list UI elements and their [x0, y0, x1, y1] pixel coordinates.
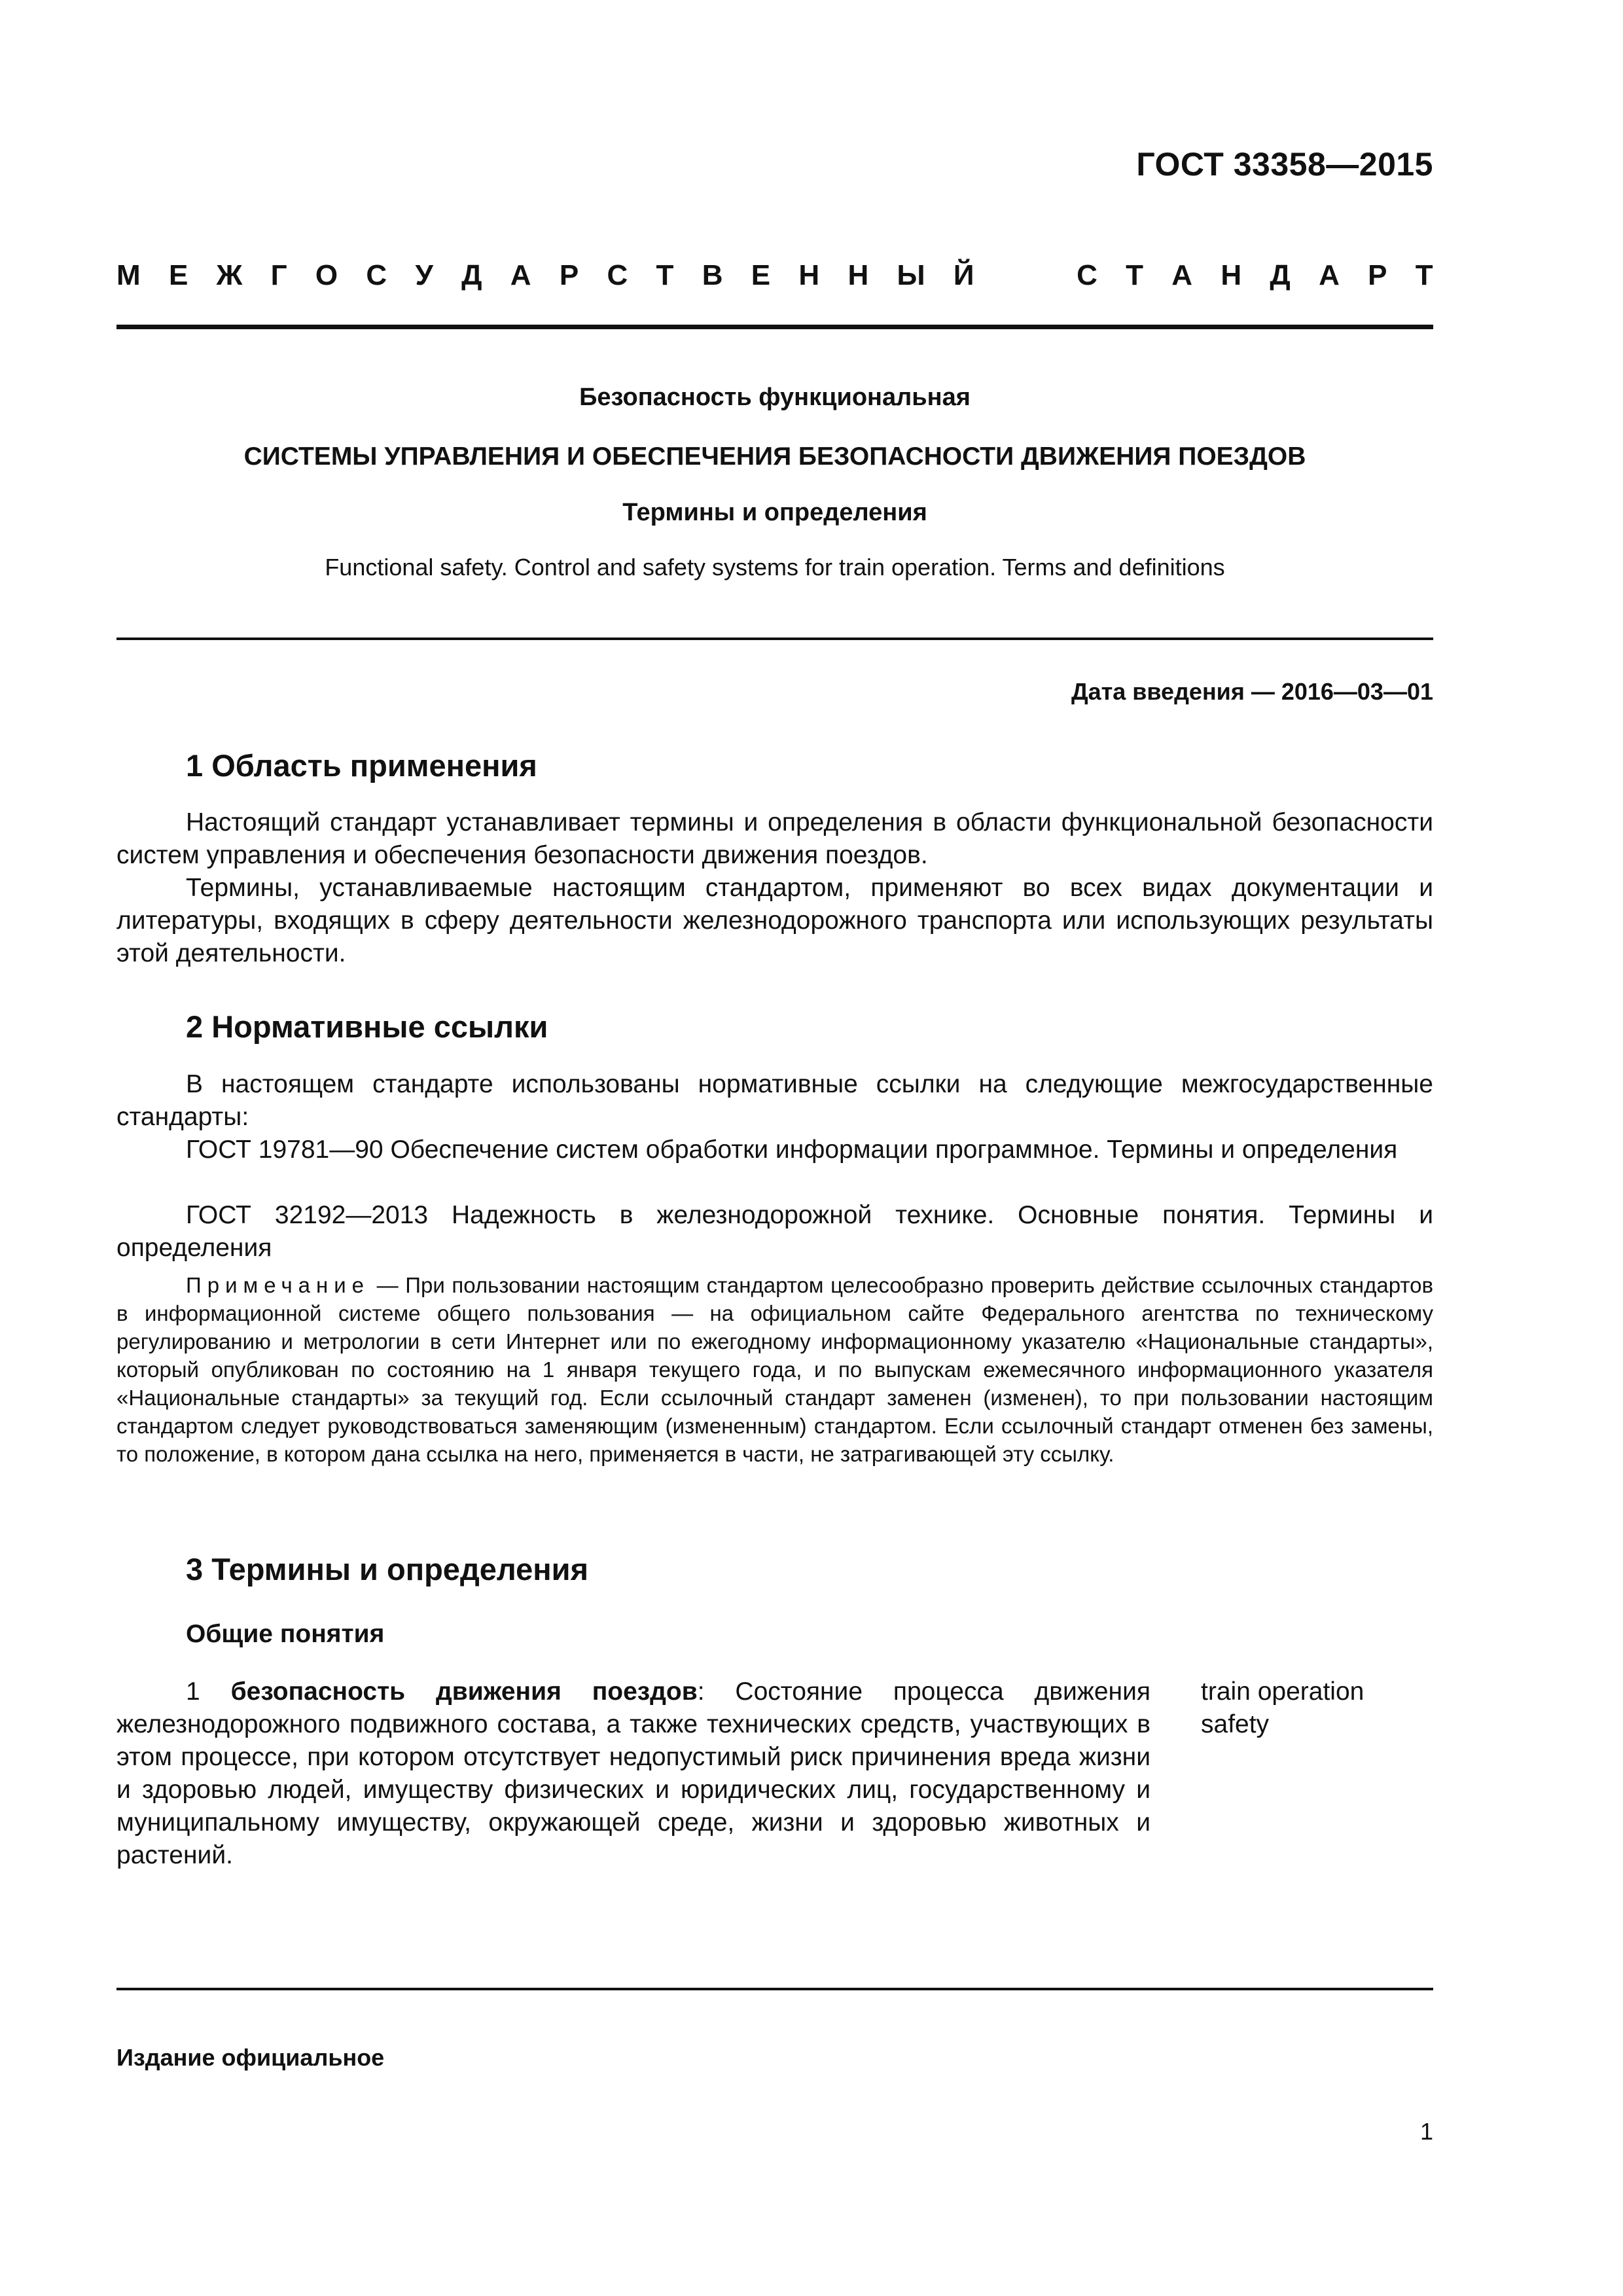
banner-letter: А: [1171, 259, 1193, 291]
banner-letter: А: [510, 259, 531, 291]
banner-letter: М: [116, 259, 141, 291]
banner-letter: Й: [953, 259, 974, 291]
page-number: 1: [1419, 2118, 1433, 2145]
term-1-english-line-1: train operation: [1201, 1677, 1364, 1706]
banner-letter: Ы: [897, 259, 925, 291]
header-rule: [116, 325, 1433, 329]
title-rule: [116, 637, 1433, 640]
banner-letter: О: [315, 259, 338, 291]
footer-rule: [116, 1988, 1433, 1990]
banner-letter: Р: [559, 259, 579, 291]
banner-letter: У: [415, 259, 433, 291]
section-1-heading: 1 Область применения: [186, 748, 537, 783]
introduction-date: Дата введения — 2016—03—01: [1071, 678, 1433, 705]
term-1-definition: : Состояние процесса движения железнодорожного подвижного состава, а также технических средств, участвующих в этом процессе, при котором отсутствует недопустимый риск причинения вреда жизни и здоровью людей, имуществу физических и юридических лиц, государственному и муниципальному имуществу, окружающей среде, жизни и здоровью животных и растений.: [116, 1677, 1150, 1869]
banner-letter: Н: [798, 259, 820, 291]
banner-letter: Т: [1126, 259, 1144, 291]
document-number: ГОСТ 33358—2015: [1136, 146, 1433, 183]
note: [116, 1271, 1433, 1468]
banner-letter: Г: [270, 259, 287, 291]
title-english: Functional safety. Control and safety systems for train operation. Terms and definitions: [325, 554, 1225, 581]
banner-letter: С: [607, 259, 628, 291]
banner-letter: Д: [461, 259, 482, 291]
banner-letter: Д: [1270, 259, 1291, 291]
banner-letter: Е: [751, 259, 771, 291]
banner-letter: С: [366, 259, 387, 291]
banner-letter: Р: [1368, 259, 1387, 291]
section-3-heading: 3 Термины и определения: [186, 1552, 588, 1587]
title-line-1: Безопасность функциональная: [579, 384, 971, 411]
banner-letter: С: [1077, 259, 1097, 291]
section-3-subheading: Общие понятия: [186, 1620, 385, 1648]
title-line-3: Термины и определения: [622, 499, 927, 526]
term-1-name: безопасность движения поездов: [230, 1677, 698, 1706]
banner-letter: Е: [168, 259, 188, 291]
section-1-paragraph-2: Термины, устанавливаемые настоящим стандартом, применяют во всех видах документации и литературы, входящих в сферу деятельности железнодорожного транспорта или использующих результаты этой деятельности.: [116, 874, 1433, 967]
banner-letter: Ж: [216, 259, 243, 291]
banner-letter: Т: [1415, 259, 1433, 291]
banner-letter: Т: [656, 259, 674, 291]
section-2-heading: 2 Нормативные ссылки: [186, 1009, 548, 1044]
official-edition-label: Издание официальное: [116, 2044, 385, 2071]
term-1-entry: [116, 1676, 1150, 1872]
term-1-english: [1201, 1676, 1423, 1741]
banner-letter: А: [1319, 259, 1340, 291]
normative-reference-1: ГОСТ 19781—90 Обеспечение систем обработки информации программное. Термины и определения: [186, 1136, 1398, 1164]
normative-reference-2: ГОСТ 32192—2013 Надежность в железнодорожной технике. Основные понятия. Термины и определения: [116, 1201, 1433, 1262]
banner-letter: Н: [847, 259, 869, 291]
banner-letter: Н: [1221, 259, 1242, 291]
standard-type-banner: [116, 259, 1433, 292]
banner-letter: В: [702, 259, 723, 291]
term-1-english-line-2: safety: [1201, 1710, 1270, 1738]
term-1-number: 1: [186, 1677, 200, 1706]
note-label: Примечание: [186, 1273, 370, 1297]
section-2-paragraph-1: В настоящем стандарте использованы нормативные ссылки на следующие межгосударственные стандарты:: [116, 1070, 1433, 1131]
banner-word-gap: [1003, 259, 1048, 292]
note-text: — При пользовании настоящим стандартом целесообразно проверить действие ссылочных стандартов в информационной системе общего пользования — на официальном сайте Федерального агентства по техническому регулированию и метрологии в сети Интернет или по ежегодному информационному указателю «Национальные стандарты», который опубликован по состоянию на 1 января текущего года, и по выпускам ежемесячного информационного указателя «Национальные стандарты» за текущий год. Если ссылочный стандарт заменен (изменен), то при пользовании настоящим стандартом следует руководствоваться заменяющим (измененным) стандартом. Если ссылочный стандарт отменен без замены, то положение, в котором дана ссылка на него, применяется в части, не затрагивающей эту ссылку.: [116, 1273, 1433, 1466]
section-1-paragraph-1: Настоящий стандарт устанавливает термины и определения в области функциональной безопасности систем управления и обеспечения безопасности движения поездов.: [116, 808, 1433, 869]
title-line-2: СИСТЕМЫ УПРАВЛЕНИЯ И ОБЕСПЕЧЕНИЯ БЕЗОПАСНОСТИ ДВИЖЕНИЯ ПОЕЗДОВ: [243, 442, 1306, 471]
